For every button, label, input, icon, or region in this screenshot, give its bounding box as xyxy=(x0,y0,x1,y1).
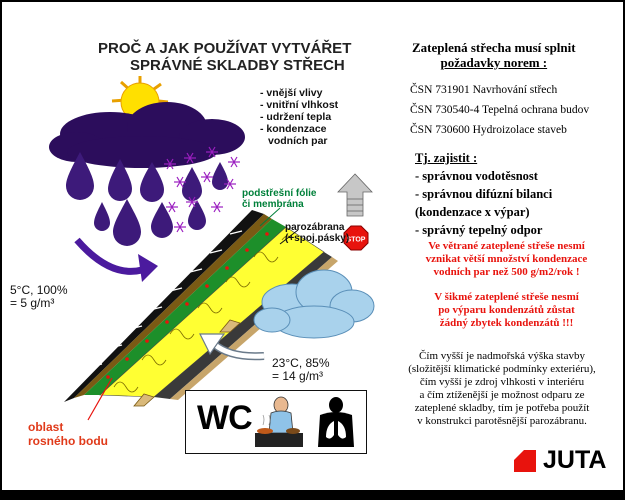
page-title-line2: SPRÁVNÉ SKLADBY STŘECH xyxy=(130,57,345,74)
norm-item: ČSN 730600 Hydroizolace staveb xyxy=(410,124,567,136)
ventilated-roof-warning: Ve větrané zateplené střeše nesmí vznikat větší množství kondenzace vodních par než 500 g/m2/rok ! xyxy=(425,240,588,278)
vapor-barrier-note: Čím vyšší je nadmořská výška stavby (složitější klimatické podmínky exteriéru), čím vyšší je zdroj vlhkosti v interiéru a čím ztíženější je možnost odparu ze zateplené skladby, tím je potřeba použít v konstrukci parotěsnější parozábranu. xyxy=(408,350,596,427)
stop-sign-text: STOP xyxy=(346,236,366,244)
influence-item: - vnější vlivy xyxy=(260,87,323,99)
wc-label: WC xyxy=(197,399,252,437)
ensure-item: - správnou vodotěsnost xyxy=(415,169,538,183)
vapor-barrier-label: parozábrana (+spoj.pásky) xyxy=(285,222,350,244)
influence-item: - udržení tepla xyxy=(260,111,332,123)
vapor-arrow-icon xyxy=(338,174,372,216)
influence-item: - vnitřní vlhkost xyxy=(260,99,339,111)
infographic-sheet xyxy=(2,2,623,490)
ensure-heading: Tj. zajistit : xyxy=(415,151,478,165)
brand-logo-text: JUTA xyxy=(543,446,607,474)
requirements-heading: Zateplená střecha musí splnit požadavky norem : xyxy=(412,40,576,70)
sloped-roof-warning: V šikmé zateplené střeše nesmí po výparu kondenzátů zůstat žádný zbytek kondenzátů !!! xyxy=(434,291,579,329)
outside-climate: 5°C, 100% = 5 g/m³ xyxy=(10,283,68,310)
ensure-list xyxy=(415,149,552,239)
breathing-person-icon xyxy=(310,395,362,449)
page-title-line1: PROČ A JAK POUŽÍVAT VYTVÁŘET xyxy=(98,40,352,57)
norm-item: ČSN 730540-4 Tepelná ochrana budov xyxy=(410,104,590,116)
ensure-item: - správný tepelný odpor xyxy=(415,223,543,237)
outside-air-arrow-icon xyxy=(77,240,158,282)
influence-item: - kondenzace xyxy=(260,123,327,135)
juta-logo-icon xyxy=(514,450,536,472)
influence-item: vodních par xyxy=(268,135,328,147)
dew-point-label: oblast rosného bodu xyxy=(28,420,108,448)
ensure-item: - správnou difúzní bilanci xyxy=(415,187,553,201)
influences-list xyxy=(260,87,338,147)
cooking-person-icon xyxy=(249,395,309,449)
moisture-sources-panel xyxy=(185,390,367,454)
inside-climate: 23°C, 85% = 14 g/m³ xyxy=(272,356,330,383)
norm-item: ČSN 731901 Navrhování střech xyxy=(410,84,558,96)
ensure-item: (kondenzace x výpar) xyxy=(415,205,530,219)
underroof-membrane-label: podstřešní fólie či membrána xyxy=(242,188,317,210)
